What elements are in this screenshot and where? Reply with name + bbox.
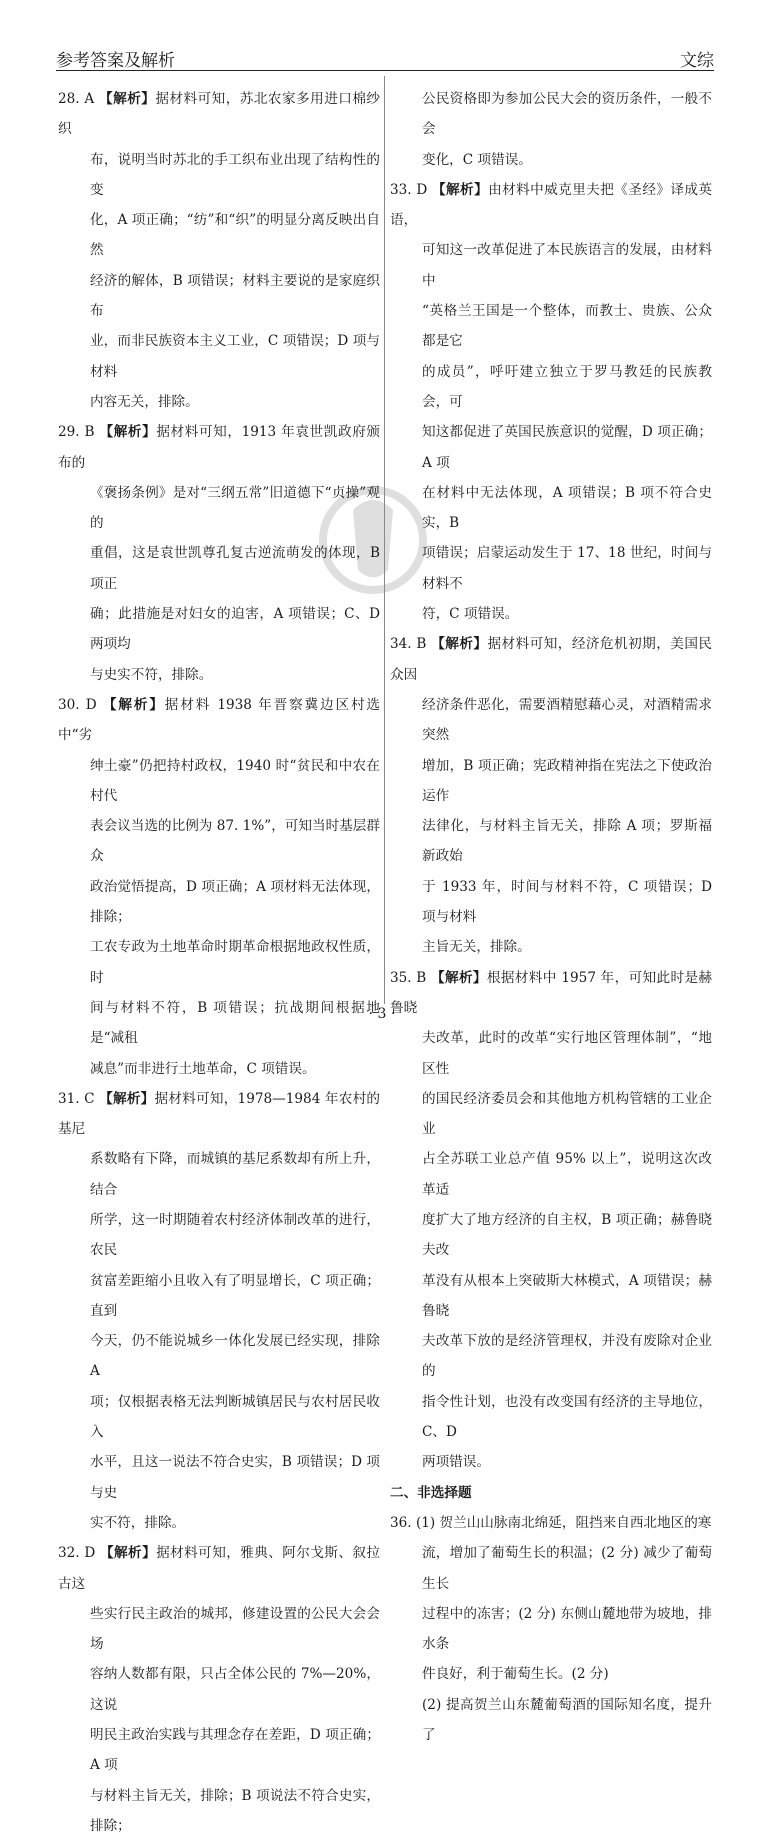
analysis-tag: 【解析】	[99, 91, 156, 107]
header-title: 参考答案及解析	[56, 51, 175, 71]
analysis-tag: 【解析】	[99, 424, 157, 441]
answer-number: 34. B	[390, 636, 427, 653]
answer-number: 28. A	[58, 91, 95, 107]
column-divider	[384, 76, 385, 1004]
answer-34: 34. B 【解析】据材料可知，经济危机初期，美国民众因 经济条件恶化，需要酒精慰藉心灵，对酒精需求突然 增加，B 项正确；宪政精神指在宪法之下使政治运作 法律化，与材料主旨无关，排除 A 项；罗斯福新政始 于 1933 年，时间与材料不符，C 项错误；D 项与材料 主旨无关，排除。	[390, 636, 713, 956]
answer-30: 30. D 【解析】据材料 1938 年晋察冀边区村选中“劣 绅土豪”仍把持村政权，1940 时“贫民和中农在村代 表会议当选的比例为 87. 1%”，可知当时基层群众 政治觉悟提高，D 项正确；A 项材料无法体现，排除； 工农专政为土地革命时期革命根据地政权性质，时 间与材料不符，B 项错误；抗战期间根据地是“减租 减息”而非进行土地革命，C 项错误。	[58, 696, 380, 1077]
analysis-tag: 【解析】	[102, 696, 165, 713]
answer-number: 33. D	[390, 181, 428, 198]
answer-31: 31. C 【解析】据材料可知，1978—1984 年农村的基尼 系数略有下降，而城镇的基尼系数却有所上升，结合 所学，这一时期随着农村经济体制改革的进行，农民 贫富差距缩小且收入有了明显增长，C 项正确；直到 今天，仍不能说城乡一体化发展已经实现，排除 A 项；仅根据表格无法判断城镇居民与农村居民收入 水平，且这一说法不符合史实，B 项错误；D 项与史 实不符，排除。	[58, 1090, 381, 1531]
answer-number: 29. B	[58, 424, 95, 441]
answer-33: 33. D 【解析】由材料中威克里夫把《圣经》译成英语， 可知这一改革促进了本民族语言的发展，由材料中 “英格兰王国是一个整体，而教士、贵族、公众都是它 的成员”，呼吁建立独立于罗马教廷的民族教会，可 知这都促进了英国民族意识的觉醒，D 项正确；A 项 在材料中无法体现，A 项错误；B 项不符合史实，B 项错误；启蒙运动发生于 17、18 世纪，时间与材料不 符，C 项错误。	[390, 181, 713, 623]
page-number: · 3 ·	[368, 1006, 396, 1022]
header-subject: 文综	[680, 51, 714, 71]
answer-number: 30. D	[58, 696, 97, 713]
analysis-tag: 【解析】	[99, 1090, 155, 1107]
answer-35: 35. B 【解析】根据材料中 1957 年，可知此时是赫鲁晓 夫改革，此时的改革“实行地区管理体制”，“地区性 的国民经济委员会和其他地方机构管辖的工业企业 占全苏联工业总产值 95% 以上”，说明这次改革适 度扩大了地方经济的自主权，B 项正确；赫鲁晓夫改 革没有从根本上突破斯大林模式，A 项错误；赫鲁晓 夫改革下放的是经济管理权，并没有废除对企业的 指令性计划，也没有改变国有经济的主导地位，C、D 两项错误。	[390, 969, 713, 1471]
answer-29: 29. B 【解析】据材料可知，1913 年袁世凯政府颁布的 《褒扬条例》是对“三纲五常”旧道德下“贞操”观的 重倡，这是袁世凯尊孔复古逆流萌发的体现，B 项正 确；此措施是对妇女的迫害，A 项错误；C、D 两项均 与史实不符，排除。	[58, 424, 380, 683]
page-header	[56, 44, 714, 71]
answer-number: 31. C	[58, 1090, 95, 1107]
answer-number: 32. D	[58, 1545, 96, 1562]
answer-32: 32. D 【解析】据材料可知，雅典、阿尔戈斯、叙拉古这 些实行民主政治的城邦，修建设置的公民大会会场 容纳人数都有限，只占全体公民的 7%—20%，这说 明民主政治实践与其理念存在差距，D 项正确；A 项 与材料主旨无关，排除；B 项说法不符合史实，排除；	[58, 1545, 381, 1834]
analysis-tag: 【解析】	[100, 1545, 157, 1562]
analysis-tag: 【解析】	[431, 969, 487, 986]
answer-36: 36. (1) 贺兰山山脉南北绵延，阻挡来自西北地区的寒 流，增加了葡萄生长的积温；(2 分) 减少了葡萄生长 过程中的冻害；(2 分) 东侧山麓地带为坡地，排水条 件良好，利于葡萄生长。(2 分) (2) 提高贺兰山东麓葡萄酒的国际知名度，提升了	[390, 1514, 712, 1744]
answer-number: 35. B	[390, 969, 427, 986]
answer-28: 28. A 【解析】据材料可知，苏北农家多用进口棉纱织 布，说明当时苏北的手工织布业出现了结构性的变 化，A 项正确；“纺”和“织”的明显分离反映出自然 经济的解体，B 项错误；材料主要说的是家庭织布 业，而非民族资本主义工业，C 项错误；D 项与材料 内容无关，排除。	[58, 91, 381, 410]
section-title: 二、非选择题	[390, 1484, 472, 1501]
analysis-tag: 【解析】	[431, 636, 488, 653]
analysis-tag: 【解析】	[432, 181, 489, 198]
right-column	[390, 84, 712, 1750]
answer-32-continued: 公民资格即为参加公民大会的资历条件，一般不会 变化，C 项错误。	[422, 91, 712, 168]
left-column	[58, 84, 380, 1841]
